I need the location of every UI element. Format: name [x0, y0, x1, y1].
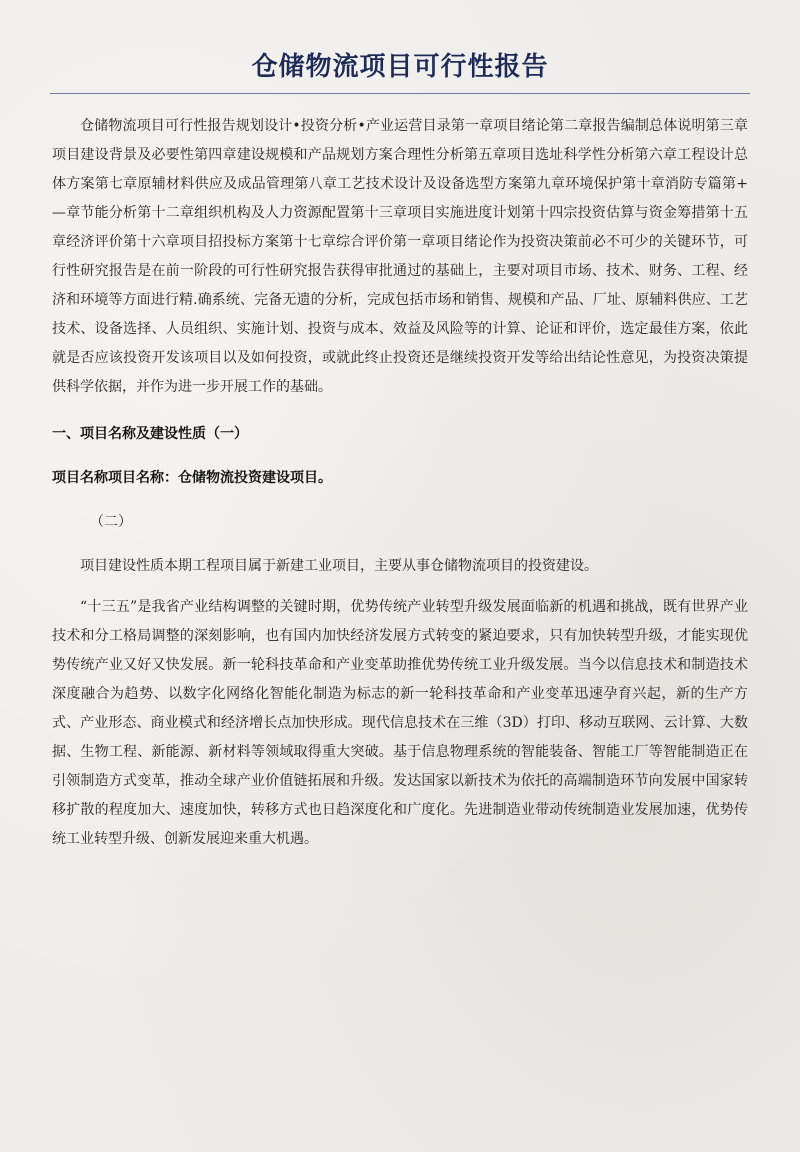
document-title: 仓储物流项目可行性报告	[251, 52, 549, 82]
intro-paragraph: 仓储物流项目可行性报告规划设计•投资分析•产业运营目录第一章项目绪论第二章报告编制总体说明第三章项目建设背景及必要性第四章建设规模和产品规划方案合理性分析第五章项目选址科学性分析第六章工程设计总体方案第七章原辅材料供应及成品管理第八章工艺技术设计及设备选型方案第九章环境保护第十章消防专篇第+—章节能分析第十二章组织机构及人力资源配置第十三章项目实施进度计划第十四宗投资估算与资金筹措第十五章经济评价第十六章项目招投标方案第十七章综合评价第一章项目绪论作为投资决策前必不可少的关键环节，可行性研究报告是在前一阶段的可行性研究报告获得审批通过的基础上，主要对项目市场、技术、财务、工程、经济和环境等方面进行精.确系统、完备无遗的分析，完成包括市场和销售、规模和产品、厂址、原辅料供应、工艺技术、设备选择、人员组织、实施计划、投资与成本、效益及风险等的计算、论证和评价，选定最佳方案，依此就是否应该投资开发该项目以及如何投资，或就此终止投资还是继续投资开发等给出结论性意见，为投资决策提供科学依据，并作为进一步开展工作的基础。	[52, 118, 748, 395]
section-heading: 一、项目名称及建设性质（一）	[52, 426, 248, 442]
construction-nature-paragraph: 项目建设性质本期工程项目属于新建工业项目，主要从事仓储物流项目的投资建设。	[80, 558, 598, 574]
project-name-line: 项目名称项目名称：仓储物流投资建设项目。	[52, 470, 332, 486]
title-underline	[50, 93, 750, 94]
background-paragraph: “十三五”是我省产业结构调整的关键时期，优势传统产业转型升级发展面临新的机遇和挑战，既有世界产业技术和分工格局调整的深刻影响，也有国内加快经济发展方式转变的紧迫要求，只有加快转型升级，才能实现优势传统产业又好又快发展。新一轮科技革命和产业变革助推优势传统工业升级发展。当今以信息技术和制造技术深度融合为趋势、以数字化网络化智能化制造为标志的新一轮科技革命和产业变革迅速孕育兴起，新的生产方式、产业形态、商业模式和经济增长点加快形成。现代信息技术在三维（3D）打印、移动互联网、云计算、大数据、生物工程、新能源、新材料等领域取得重大突破。基于信息物理系统的智能装备、智能工厂等智能制造正在引领制造方式变革，推动全球产业价值链拓展和升级。发达国家以新技术为依托的高端制造环节向发展中国家转移扩散的程度加大、速度加快，转移方式也日趋深度化和广度化。先进制造业带动传统制造业发展加速，优势传统工业转型升级、创新发展迎来重大机遇。	[52, 599, 748, 847]
subsection-label: （二）	[90, 514, 132, 530]
document-body	[52, 108, 748, 854]
